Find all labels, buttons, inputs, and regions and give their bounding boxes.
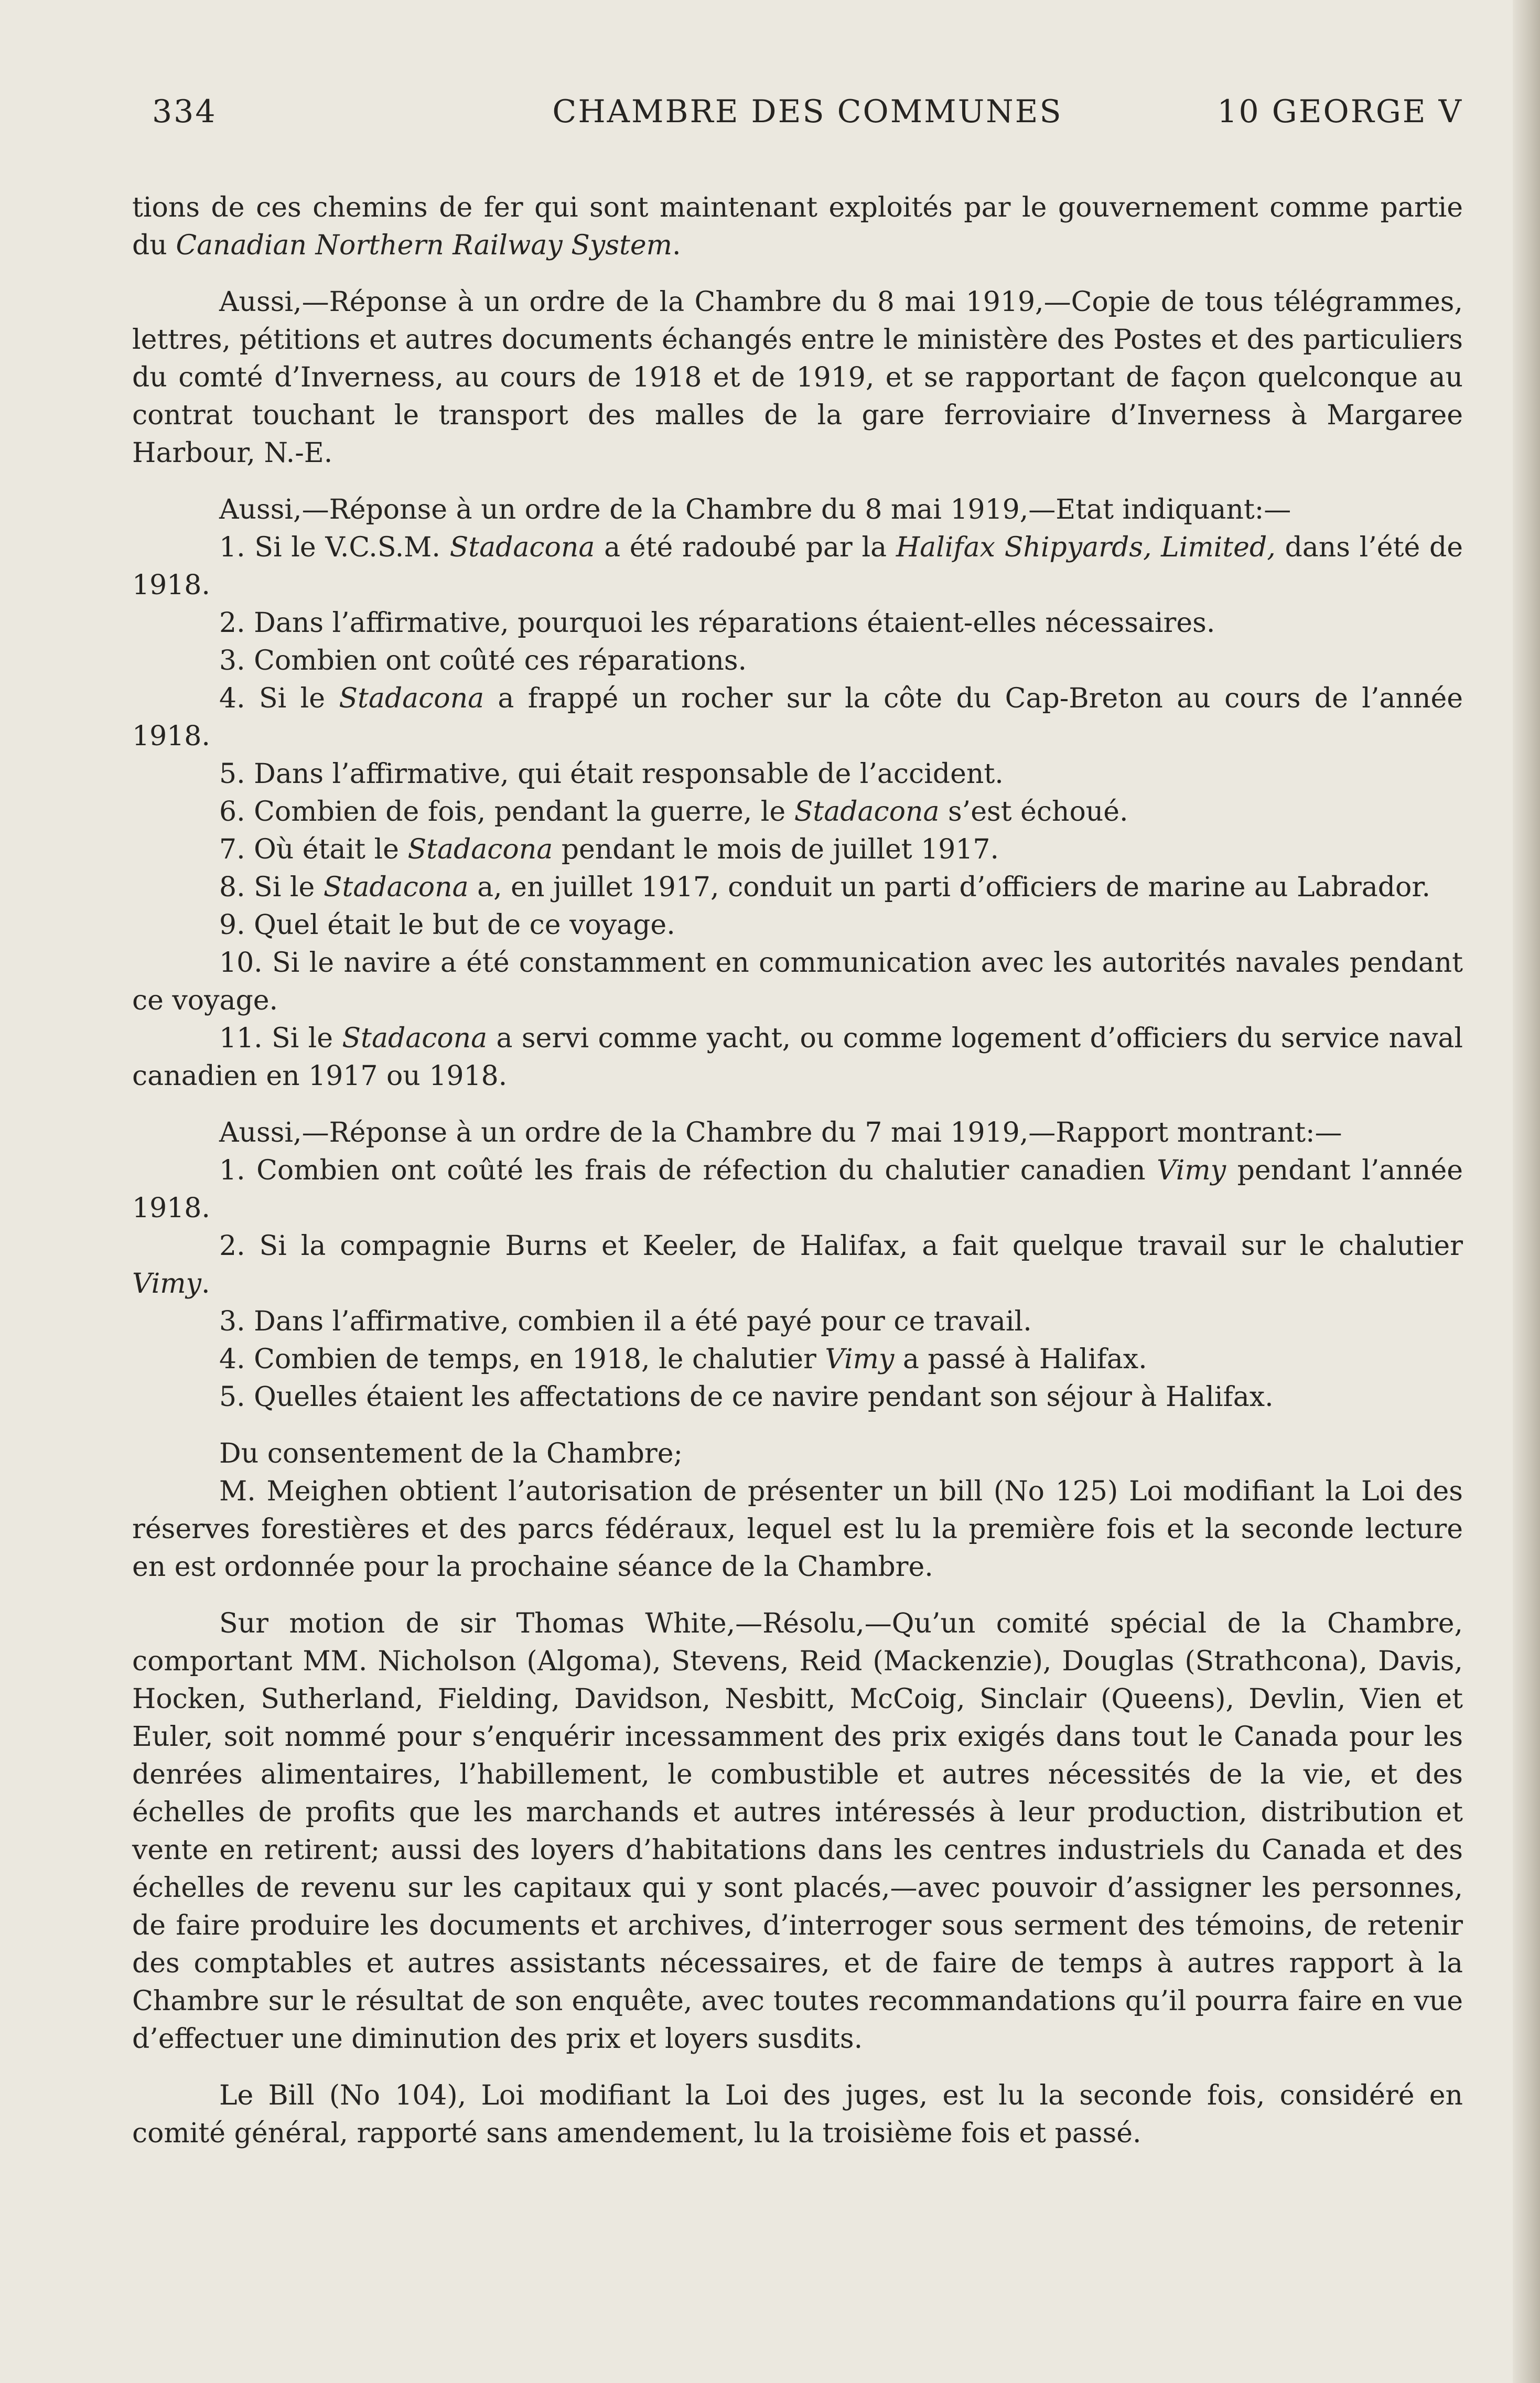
list-item: 9. Quel était le but de ce voyage. — [219, 909, 675, 941]
page-title: CHAMBRE DES COMMUNES — [552, 93, 1063, 130]
list-item: 6. Combien de fois, pendant la guerre, le Stadacona s’est échoué. — [219, 796, 1128, 828]
list-item: 3. Combien ont coûté ces réparations. — [219, 645, 747, 677]
list-item: 4. Combien de temps, en 1918, le chalutier Vimy a passé à Halifax. — [219, 1344, 1147, 1375]
list-item: 2. Dans l’affirmative, pourquoi les réparations étaient-elles nécessaires. — [219, 607, 1215, 639]
paragraph-consent: Du consentement de la Chambre; — [219, 1438, 683, 1469]
list-item: 5. Dans l’affirmative, qui était responsable de l’accident. — [219, 758, 1004, 790]
paragraph-railway-system: tions de ces chemins de fer qui sont maintenant exploités par le gouvernement comme partie du Canadian Northern Railway System. — [132, 192, 1463, 261]
paragraph-bill-125: M. Meighen obtient l’autorisation de présenter un bill (No 125) Loi modifiant la Loi des réserves forestières et des parcs fédéraux, lequel est lu la première fois et la seconde lecture en est ordonnée pour la prochaine séance de la Chambre. — [132, 1476, 1463, 1583]
list-item: 3. Dans l’affirmative, combien il a été payé pour ce travail. — [219, 1306, 1032, 1337]
paragraph-bill-104: Le Bill (No 104), Loi modifiant la Loi des juges, est lu la seconde fois, considéré en comité général, rapporté sans amendement, lu la troisième fois et passé. — [132, 2080, 1463, 2149]
list-item: 7. Où était le Stadacona pendant le mois de juillet 1917. — [219, 834, 999, 865]
list-item: 10. Si le navire a été constamment en communication avec les autorités navales pendant ce voyage. — [132, 947, 1463, 1016]
list-item: 5. Quelles étaient les affectations de ce navire pendant son séjour à Halifax. — [219, 1381, 1274, 1413]
running-header — [152, 93, 1463, 141]
paragraph-vimy-order-intro: Aussi,—Réponse à un ordre de la Chambre du 7 mai 1919,—Rapport montrant:— — [219, 1117, 1342, 1148]
list-item: 8. Si le Stadacona a, en juillet 1917, conduit un parti d’officiers de marine au Labrador. — [219, 872, 1430, 903]
page-edge-shadow — [1513, 0, 1540, 2383]
page-number: 334 — [152, 93, 217, 130]
paragraph-inverness-order: Aussi,—Réponse à un ordre de la Chambre du 8 mai 1919,—Copie de tous télégrammes, lettres, pétitions et autres documents échangés entre le ministère des Postes et des particuliers du comté d’Inverness, au cours de 1918 et de 1919, et se rapportant de façon quelconque au contrat touchant le transport des malles de la gare ferroviaire d’Inverness à Margaree Harbour, N.-E. — [132, 286, 1463, 469]
paragraph-stadacona-order-intro: Aussi,—Réponse à un ordre de la Chambre du 8 mai 1919,—Etat indiquant:— — [219, 494, 1291, 525]
page-body — [132, 189, 1463, 2152]
regnal-year: 10 GEORGE V — [1217, 93, 1463, 130]
paragraph-special-committee: Sur motion de sir Thomas White,—Résolu,—Qu’un comité spécial de la Chambre, comportant MM. Nicholson (Algoma), Stevens, Reid (Mackenzie), Douglas (Strathcona), Davis, Hocken, Sutherland, Fielding, Davidson, Nesbitt, McCoig, Sinclair (Queens), Devlin, Vien et Euler, soit nommé pour s’enquérir incessamment des prix exigés dans tout le Canada pour les denrées alimentaires, l’habillement, le combustible et autres nécessités de la vie, et des échelles de profits que les marchands et autres intéressés à leur production, distribution et vente en retirent; aussi des loyers d’habitations dans les centres industriels du Canada et des échelles de revenu sur les capitaux qui y sont placés,—avec pouvoir d’assigner les personnes, de faire produire les documents et archives, d’interroger sous serment des témoins, de retenir des comptables et autres assistants nécessaires, et de faire de temps à autres rapport à la Chambre sur le résultat de son enquête, avec toutes recommandations qu’il pourra faire en vue d’effectuer une diminution des prix et loyers susdits. — [132, 1608, 1463, 2055]
list-item: 11. Si le Stadacona a servi comme yacht, ou comme logement d’officiers du service naval canadien en 1917 ou 1918. — [132, 1023, 1463, 1092]
list-item: 1. Combien ont coûté les frais de réfection du chalutier canadien Vimy pendant l’année 1918. — [132, 1155, 1463, 1224]
list-item: 4. Si le Stadacona a frappé un rocher sur la côte du Cap-Breton au cours de l’année 1918. — [132, 683, 1463, 752]
list-item: 1. Si le V.C.S.M. Stadacona a été radoubé par la Halifax Shipyards, Limited, dans l’été de 1918. — [132, 532, 1463, 601]
list-item: 2. Si la compagnie Burns et Keeler, de Halifax, a fait quelque travail sur le chalutier Vimy. — [132, 1230, 1463, 1300]
